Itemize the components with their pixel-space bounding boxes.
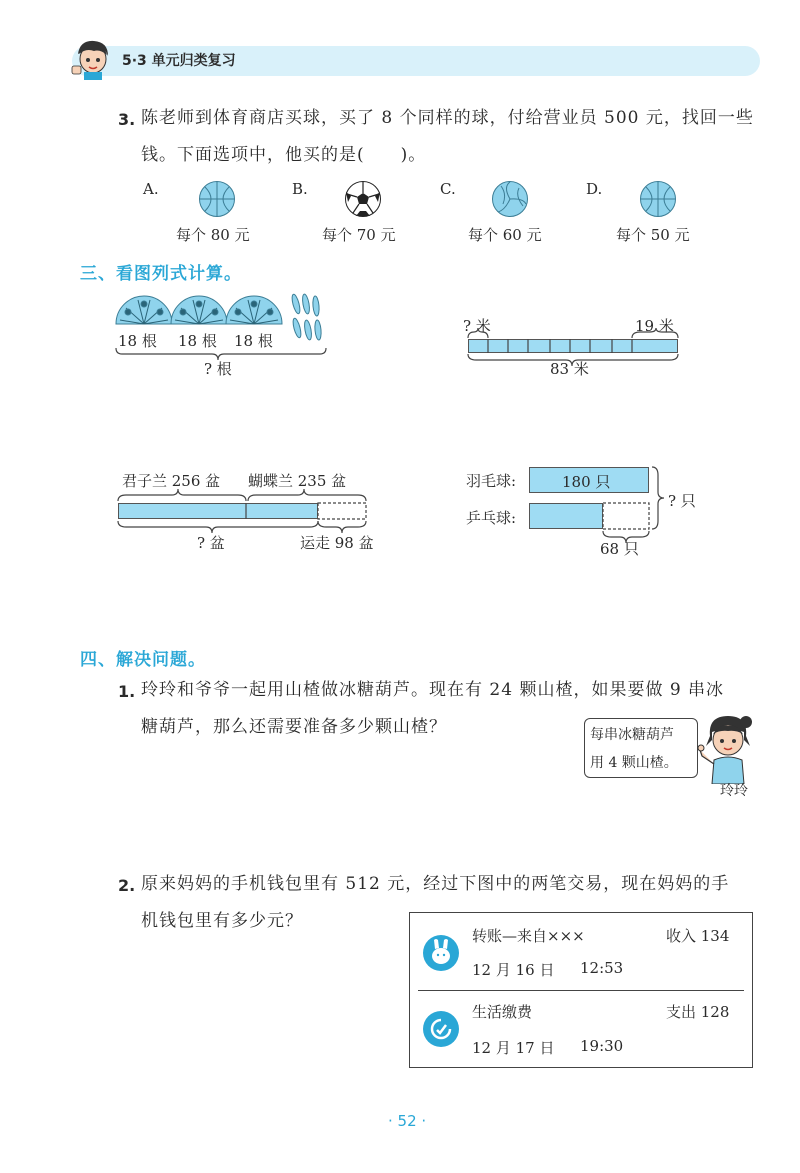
mascot-avatar-icon <box>70 36 114 80</box>
section-4-title: 四、解决问题。 <box>80 650 206 670</box>
speech-bubble-line1: 每串冰糖葫芦 <box>590 727 674 743</box>
q3-number: 3. <box>118 110 136 129</box>
transaction-row-2[interactable] <box>410 991 752 1067</box>
tx2-time: 19:30 <box>580 1037 624 1055</box>
p1-number: 1. <box>118 682 136 701</box>
fig4-brace-label: ? 只 <box>668 492 696 510</box>
fig1-label-3: 18 根 <box>234 332 273 350</box>
girl-character-icon <box>696 712 760 784</box>
fig3-top-left: 君子兰 256 盆 <box>122 472 221 490</box>
option-c-letter: C. <box>440 180 456 198</box>
p1-line2: 糖葫芦，那么还需要准备多少颗山楂？ <box>141 717 447 737</box>
fig1-label-2: 18 根 <box>178 332 217 350</box>
transaction-card <box>409 912 753 1068</box>
page-number: · 52 · <box>388 1112 427 1130</box>
p2-line2: 机钱包里有多少元？ <box>141 911 303 931</box>
q3-line1: 陈老师到体育商店买球，买了 8 个同样的球，付给营业员 500 元，找回一些 <box>141 108 754 128</box>
fig2-left-label: ? 米 <box>463 317 491 335</box>
soccer-ball-icon <box>345 181 381 217</box>
option-a-price: 每个 80 元 <box>176 226 250 244</box>
basketball-icon <box>199 181 235 217</box>
girl-name-label: 玲玲 <box>720 783 748 799</box>
basketball-icon <box>640 181 676 217</box>
option-b-letter: B. <box>292 180 308 198</box>
option-d-letter: D. <box>586 180 603 198</box>
p2-line1: 原来妈妈的手机钱包里有 512 元，经过下图中的两笔交易，现在妈妈的手 <box>141 874 730 894</box>
rabbit-icon <box>423 935 459 971</box>
fig2-total-label: 83 米 <box>550 360 589 378</box>
p1-line1: 玲玲和爷爷一起用山楂做冰糖葫芦。现在有 24 颗山楂，如果要做 9 串冰 <box>141 680 725 700</box>
tx2-type: 支出 128 <box>666 1003 730 1021</box>
option-c-price: 每个 60 元 <box>468 226 542 244</box>
payment-icon <box>423 1011 459 1047</box>
transaction-row-1[interactable] <box>410 913 752 989</box>
option-b-price: 每个 70 元 <box>322 226 396 244</box>
fig2-right-label: 19 米 <box>635 317 674 335</box>
tx1-type: 收入 134 <box>666 927 730 945</box>
fig4-diff-label: 68 只 <box>600 540 639 558</box>
fig3-bottom-left: ? 盆 <box>197 534 225 552</box>
fig3-top-right: 蝴蝶兰 235 盆 <box>248 472 347 490</box>
speech-bubble-line2: 用 4 颗山楂。 <box>590 755 678 771</box>
option-a-letter: A. <box>143 180 159 198</box>
tx1-title: 转账—来自××× <box>472 927 585 945</box>
q3-line2: 钱。下面选项中，他买的是( )。 <box>141 145 427 165</box>
p2-number: 2. <box>118 876 136 895</box>
volleyball-icon <box>492 181 528 217</box>
tx2-title: 生活缴费 <box>472 1003 533 1021</box>
fig4-row2-bar <box>529 503 603 529</box>
tx1-date: 12 月 16 日 <box>472 961 555 979</box>
tx2-date: 12 月 17 日 <box>472 1039 555 1057</box>
tx1-time: 12:53 <box>580 959 624 977</box>
option-d-price: 每个 50 元 <box>616 226 690 244</box>
fig1-label-1: 18 根 <box>118 332 157 350</box>
header-title: 5·3 单元归类复习 <box>122 53 236 69</box>
fig4-brackets <box>600 462 670 546</box>
fig4-row2-label: 乒乓球: <box>466 509 517 527</box>
fig1-total: ? 根 <box>204 360 232 378</box>
fig4-row1-value: 180 只 <box>562 473 611 491</box>
fig3-bottom-right: 运走 98 盆 <box>300 534 374 552</box>
section-3-title: 三、看图列式计算。 <box>80 264 242 284</box>
fig4-row1-label: 羽毛球: <box>466 472 517 490</box>
